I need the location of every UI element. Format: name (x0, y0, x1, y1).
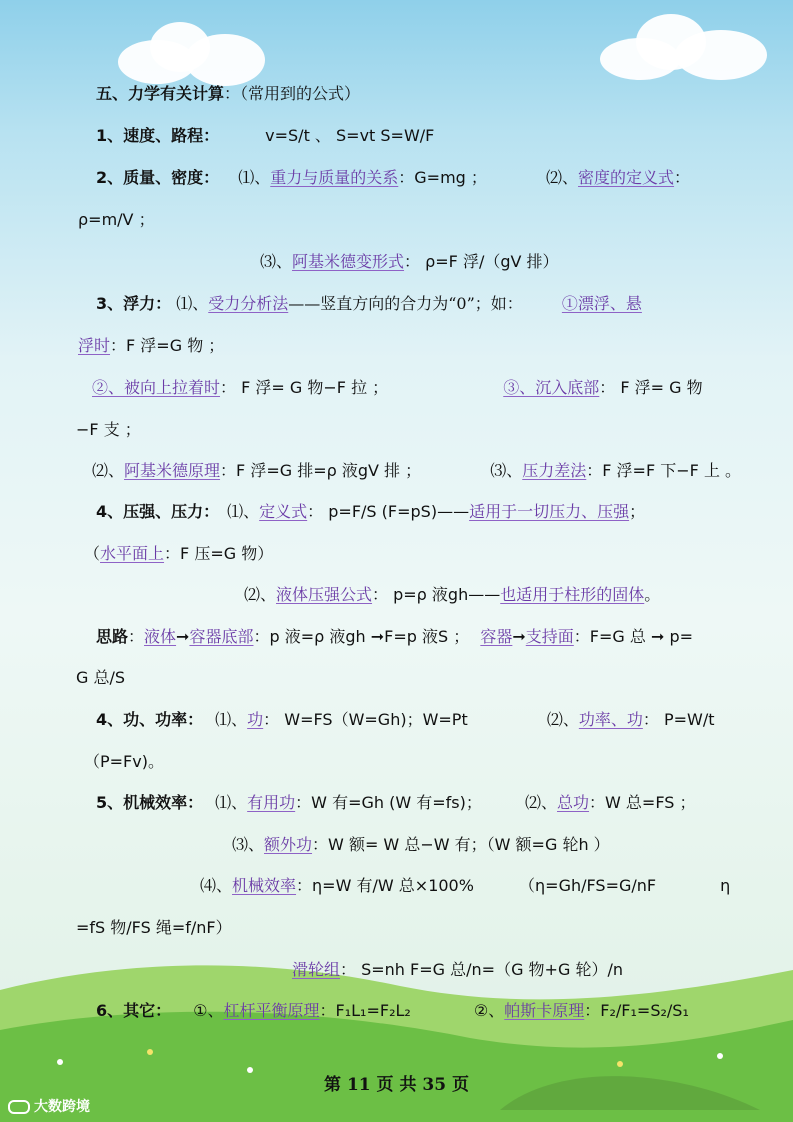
line-density-formula: ρ=m/V ； (78, 210, 155, 229)
line-pressure: 4、压强、压力： ⑴、定义式： p=F/S (F=pS)——适用于一切压力、压强； (96, 502, 646, 521)
line-pulley-set: 滑轮组： S=nh F=G 总/n=（G 物+G 轮）/n (292, 960, 623, 979)
line-support-force: −F 支 ； (76, 420, 141, 439)
line-archimedes: ⑵、阿基米德原理：F 浮=G 排=ρ 液gV 排 ； ⑶、压力差法：F 浮=F 下−F 上 。 (92, 461, 742, 480)
line-extra-work: ⑶、额外功：W 额= W 总−W 有；（W 额=G 轮h ） (232, 835, 610, 854)
line-float-suspend: 浮时：F 浮=G 物 ； (78, 336, 225, 355)
line-approach: 思路：液体➞容器底部：p 液=ρ 液gh ➞F=p 液S ； 容器➞支持面：F=G 总 ➞ p= (96, 627, 694, 646)
line-liquid-pressure: ⑵、液体压强公式： p=ρ 液gh——也适用于柱形的固体。 (244, 585, 661, 604)
arrow-icon: ➞ (512, 627, 526, 646)
line-others: 6、其它： ①、杠杆平衡原理：F₁L₁=F₂L₂ ②、帕斯卡原理：F₂/F₁=S₂/S₁ (96, 1001, 689, 1020)
watermark: 大数跨境 (8, 1096, 90, 1116)
arrow-icon: ➞ (176, 627, 190, 646)
line-mass-density: 2、质量、密度： ⑴、重力与质量的关系：G=mg ； ⑵、密度的定义式： (96, 168, 691, 187)
line-work-power: 4、功、功率： ⑴、功： W=FS（W=Gh)；W=Pt ⑵、功率、功： P=W/t (96, 710, 715, 729)
line-archimedes-variant: ⑶、阿基米德变形式： ρ=F 浮/（gV 排） (260, 252, 559, 271)
watermark-logo-icon (8, 1100, 30, 1114)
line-total-weight: G 总/S (76, 668, 126, 687)
line-power-fv: （P=Fv)。 (84, 752, 164, 771)
line-buoyancy: 3、浮力： ⑴、受力分析法——竖直方向的合力为“0”；如： ①漂浮、悬 (96, 294, 642, 313)
cloud-right (675, 30, 767, 80)
section-five-title: 五、力学有关计算：（常用到的公式） (96, 84, 361, 103)
line-efficiency: 5、机械效率： ⑴、有用功：W 有=Gh (W 有=fs)； ⑵、总功：W 总=FS ； (96, 793, 696, 812)
line-efficiency-cont: =fS 物/FS 绳=f/nF） (76, 918, 232, 937)
line-horizontal-surface: （水平面上：F 压=G 物） (84, 544, 274, 563)
page-footer: 第 11 页 共 35 页 (324, 1075, 469, 1095)
line-mech-efficiency: ⑷、机械效率：η=W 有/W 总×100% （η=Gh/FS=G/nF η (200, 876, 731, 895)
grass-hills-background (0, 960, 793, 1122)
line-pulled-up: ②、被向上拉着时： F 浮= G 物−F 拉 ； ③、沉入底部： F 浮= G 物 (92, 378, 703, 397)
cloud-left (185, 34, 265, 86)
line-speed: 1、速度、路程： v=S/t 、 S=vt S=W/F (96, 126, 435, 145)
